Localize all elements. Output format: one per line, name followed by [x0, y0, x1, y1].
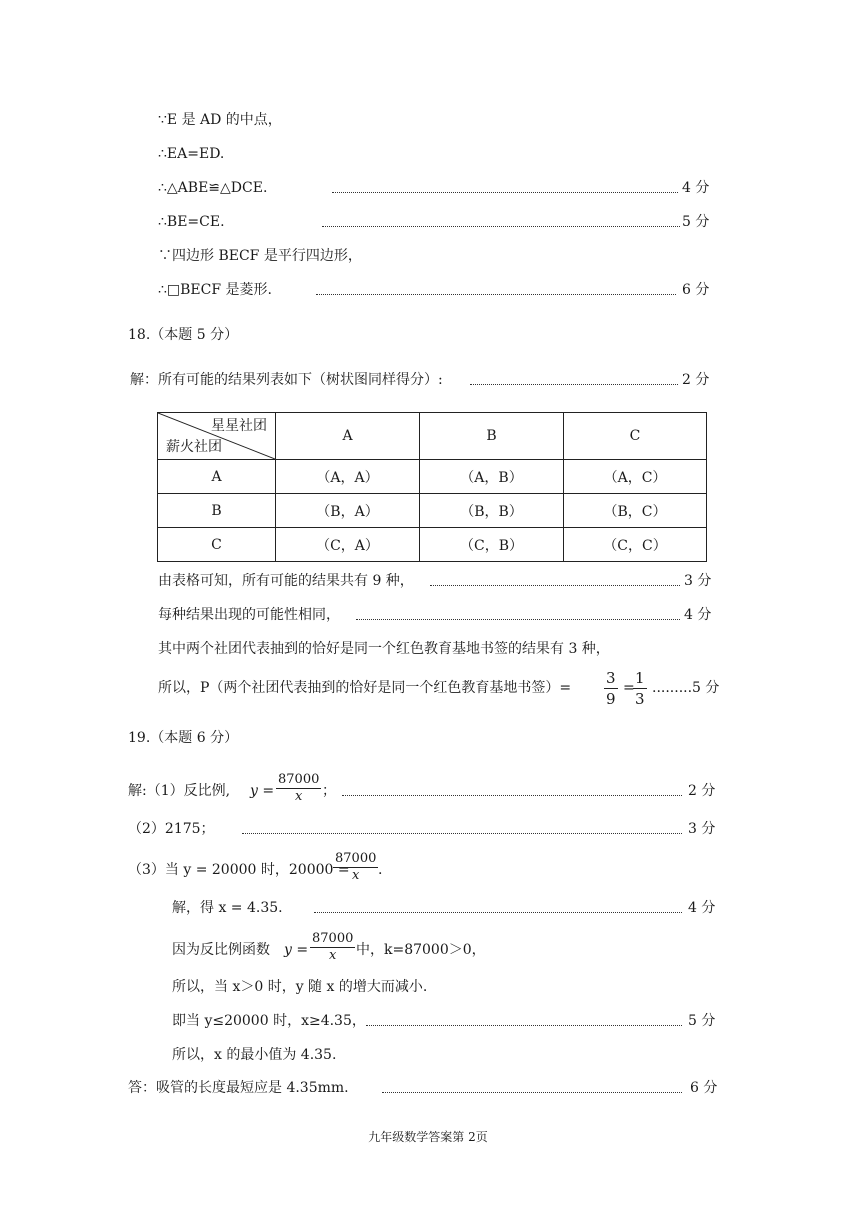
fraction-87000-over-x — [276, 772, 321, 805]
dot-leader — [316, 294, 676, 295]
function-k-text: 中，k=87000＞0， — [356, 942, 486, 958]
dot-leader — [342, 795, 682, 796]
dot-leader — [332, 192, 678, 193]
column-header: A — [276, 413, 420, 460]
q19-solve-line: 解，得 x = 4.35. — [172, 900, 283, 916]
dot-leader — [366, 1025, 682, 1026]
score-label: .........5 分 — [652, 680, 720, 696]
q18-probability-line: 所以，P（两个社团代表抽到的恰好是同一个红色教育基地书签）= — [158, 680, 572, 696]
column-header: C — [564, 413, 707, 460]
q18-line-3: 其中两个社团代表抽到的恰好是同一个红色教育基地书签的结果有 3 种， — [158, 641, 610, 657]
fraction-87000-over-x — [333, 851, 378, 884]
corner-header-top: 星星社团 — [211, 418, 267, 434]
table-cell: （A，B） — [420, 460, 564, 494]
proof-line-4: ∴BE=CE. — [158, 214, 225, 230]
score-label: 3 分 — [688, 821, 716, 837]
fraction-denominator: 9 — [606, 690, 616, 708]
table-row — [158, 460, 707, 494]
period: . — [378, 862, 383, 878]
proof-line-1: ∵E 是 AD 的中点， — [158, 112, 282, 128]
proof-line-5: ∵四边形 BECF 是平行四边形， — [158, 248, 362, 264]
fraction-numerator: 1 — [635, 669, 645, 687]
dot-leader — [322, 226, 680, 227]
q19-min-line: 所以，x 的最小值为 4.35. — [172, 1047, 337, 1063]
score-label: 5 分 — [688, 1013, 716, 1029]
score-label: 3 分 — [684, 573, 712, 589]
table-cell: （C，B） — [420, 528, 564, 562]
score-label: 4 分 — [682, 180, 710, 196]
q19-part3: （3）当 y = 20000 时，20000 = — [128, 862, 350, 878]
proof-line-6: ∴□BECF 是菱形. — [158, 282, 272, 298]
column-header: B — [420, 413, 564, 460]
table-corner-cell — [158, 413, 276, 460]
q19-part1-label: 解:（1）反比例, — [128, 783, 231, 799]
q19-decreasing-line: 所以，当 x＞0 时，y 随 x 的增大而减小. — [172, 979, 428, 995]
outcome-table — [157, 412, 707, 562]
q19-part2: （2）2175； — [128, 821, 215, 837]
table-cell: （C，A） — [276, 528, 420, 562]
table-row — [158, 528, 707, 562]
proof-line-2: ∴EA=ED. — [158, 146, 225, 162]
dot-leader — [242, 833, 682, 834]
fraction-numerator: 3 — [606, 669, 616, 687]
row-header: C — [158, 528, 276, 562]
table-cell: （A，A） — [276, 460, 420, 494]
corner-header-bottom: 薪火社团 — [166, 439, 222, 455]
table-cell: （B，C） — [564, 494, 707, 528]
fraction-denominator: x — [352, 868, 360, 883]
q18-solution-intro: 解：所有可能的结果列表如下（树状图同样得分）: — [130, 372, 443, 388]
table-cell: （B，B） — [420, 494, 564, 528]
score-label: 4 分 — [684, 607, 712, 623]
dot-leader — [314, 912, 682, 913]
dot-leader — [430, 585, 680, 586]
fraction-numerator: 87000 — [312, 931, 354, 946]
page-footer: 九年级数学答案第 2页 — [368, 1130, 488, 1144]
table-cell: （C，C） — [564, 528, 707, 562]
score-label: 2 分 — [682, 372, 710, 388]
dot-leader — [382, 1092, 682, 1093]
table-cell: （A，C） — [564, 460, 707, 494]
score-label: 6 分 — [690, 1080, 718, 1096]
q19-heading: 19.（本题 6 分） — [128, 730, 239, 746]
q19-answer: 答：吸管的长度最短应是 4.35mm. — [128, 1080, 349, 1096]
score-label: 2 分 — [688, 783, 716, 799]
q19-function-line: 因为反比例函数 — [172, 942, 270, 958]
score-label: 5 分 — [682, 214, 710, 230]
fraction-87000-over-x — [310, 931, 355, 964]
score-label: 6 分 — [682, 282, 710, 298]
row-header: B — [158, 494, 276, 528]
fraction-3-9 — [604, 668, 618, 709]
q18-line-2: 每种结果出现的可能性相同， — [158, 607, 340, 623]
fraction-denominator: x — [329, 948, 337, 963]
fraction-numerator: 87000 — [278, 772, 320, 787]
y-equals: y = — [284, 942, 309, 958]
proof-line-3: ∴△ABE≌△DCE. — [158, 180, 268, 196]
y-equals: y = — [250, 783, 275, 799]
score-label: 4 分 — [688, 900, 716, 916]
table-row — [158, 494, 707, 528]
dot-leader — [356, 619, 680, 620]
fraction-denominator: 3 — [635, 690, 645, 708]
row-header: A — [158, 460, 276, 494]
fraction-1-3 — [633, 668, 647, 709]
semicolon: ； — [322, 783, 336, 799]
q19-range-line: 即当 y≤20000 时，x≥4.35， — [172, 1013, 366, 1029]
fraction-denominator: x — [295, 789, 303, 804]
fraction-numerator: 87000 — [335, 851, 377, 866]
equals-sign: = — [623, 680, 635, 696]
dot-leader — [470, 384, 678, 385]
q18-line-1: 由表格可知，所有可能的结果共有 9 种， — [158, 573, 414, 589]
q18-heading: 18.（本题 5 分） — [128, 327, 239, 343]
table-cell: （B，A） — [276, 494, 420, 528]
